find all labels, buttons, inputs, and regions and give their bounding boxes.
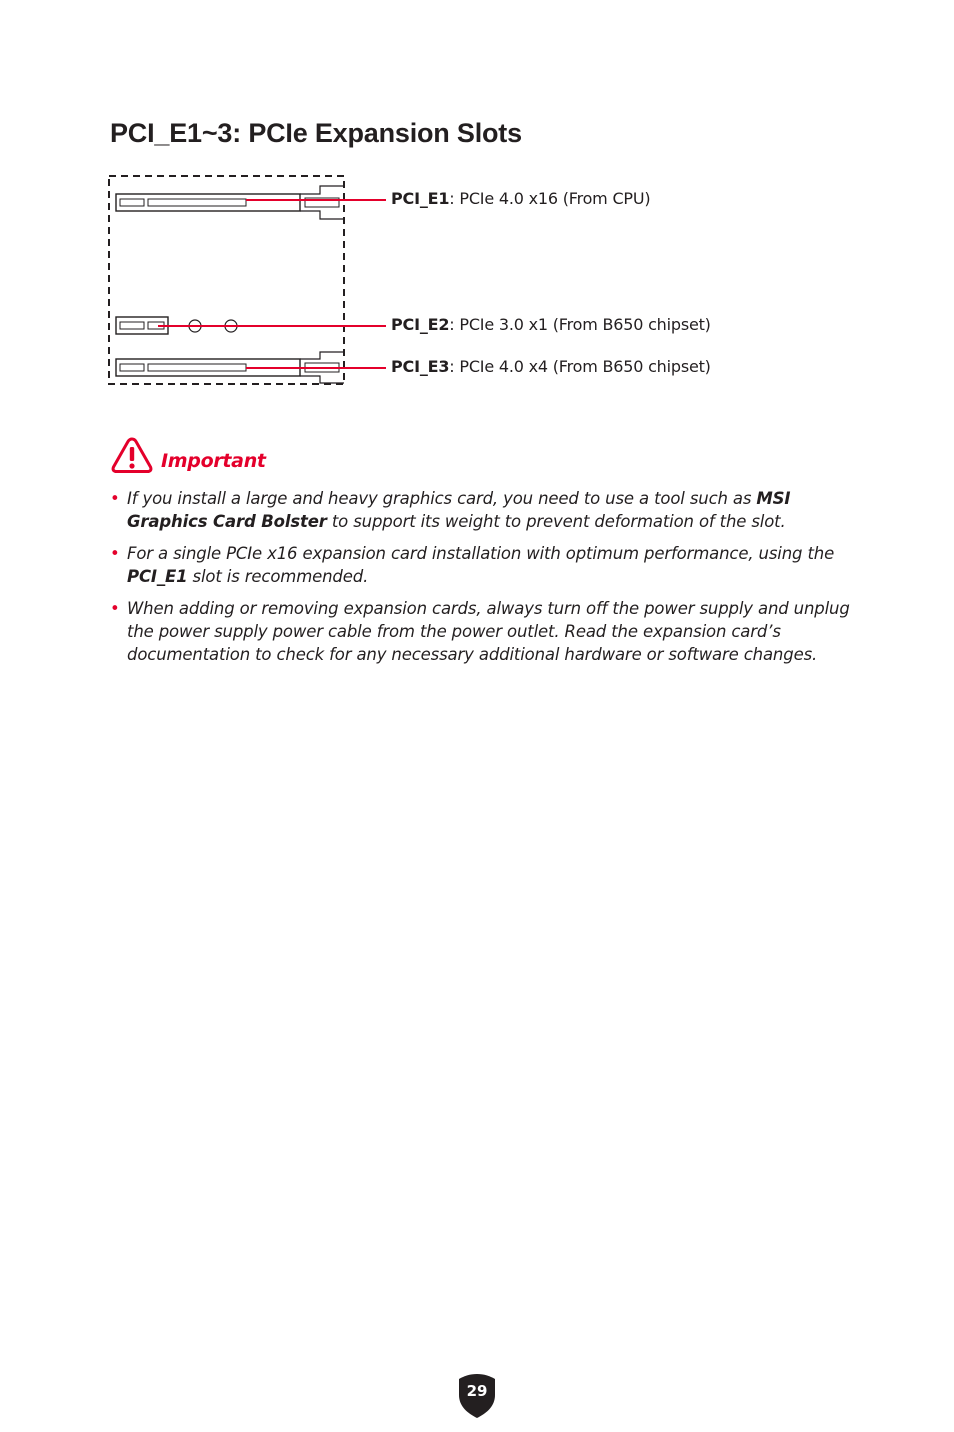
note-emphasis: PCI_E1 — [127, 567, 188, 586]
slot-description: : PCIe 4.0 x4 (From B650 chipset) — [449, 357, 711, 376]
slot-description: : PCIe 3.0 x1 (From B650 chipset) — [449, 315, 711, 334]
pcie-slot-diagram — [106, 172, 386, 388]
note-item — [110, 487, 850, 533]
slot-label-pci-e3 — [391, 357, 711, 376]
important-label: Important — [161, 450, 266, 472]
slot-name: PCI_E3 — [391, 357, 450, 376]
slot-pci-e1 — [116, 186, 344, 219]
bullet: • — [110, 544, 120, 563]
page-number-badge — [457, 1373, 497, 1419]
page-number: 29 — [466, 1382, 488, 1400]
note-text: If you install a large and heavy graphics card, you need to use a tool such as — [127, 489, 757, 508]
slot-name: PCI_E1 — [391, 189, 450, 208]
note-item — [110, 542, 850, 588]
bullet: • — [110, 599, 120, 618]
important-callout — [110, 436, 410, 474]
warning-icon — [110, 436, 154, 474]
note-item — [110, 597, 850, 666]
slot-description: : PCIe 4.0 x16 (From CPU) — [449, 189, 651, 208]
slot-label-pci-e2 — [391, 315, 711, 334]
note-text: For a single PCIe x16 expansion card installation with optimum performance, using the — [127, 544, 835, 563]
slot-name: PCI_E2 — [391, 315, 450, 334]
page-title: PCI_E1~3: PCIe Expansion Slots — [110, 118, 522, 149]
note-text: When adding or removing expansion cards, always turn off the power supply and unplug the power supply power cable from the power outlet. Read the expansion card’s documentation to check for any necessary additional hardware or software changes. — [127, 599, 850, 664]
slot-label-pci-e1 — [391, 189, 650, 208]
bullet: • — [110, 489, 120, 508]
note-text: slot is recommended. — [187, 567, 369, 586]
note-text: to support its weight to prevent deformation of the slot. — [326, 512, 786, 531]
important-notes-list — [110, 487, 850, 675]
note-emphasis: MSI Graphics Card Bolster — [127, 489, 791, 531]
